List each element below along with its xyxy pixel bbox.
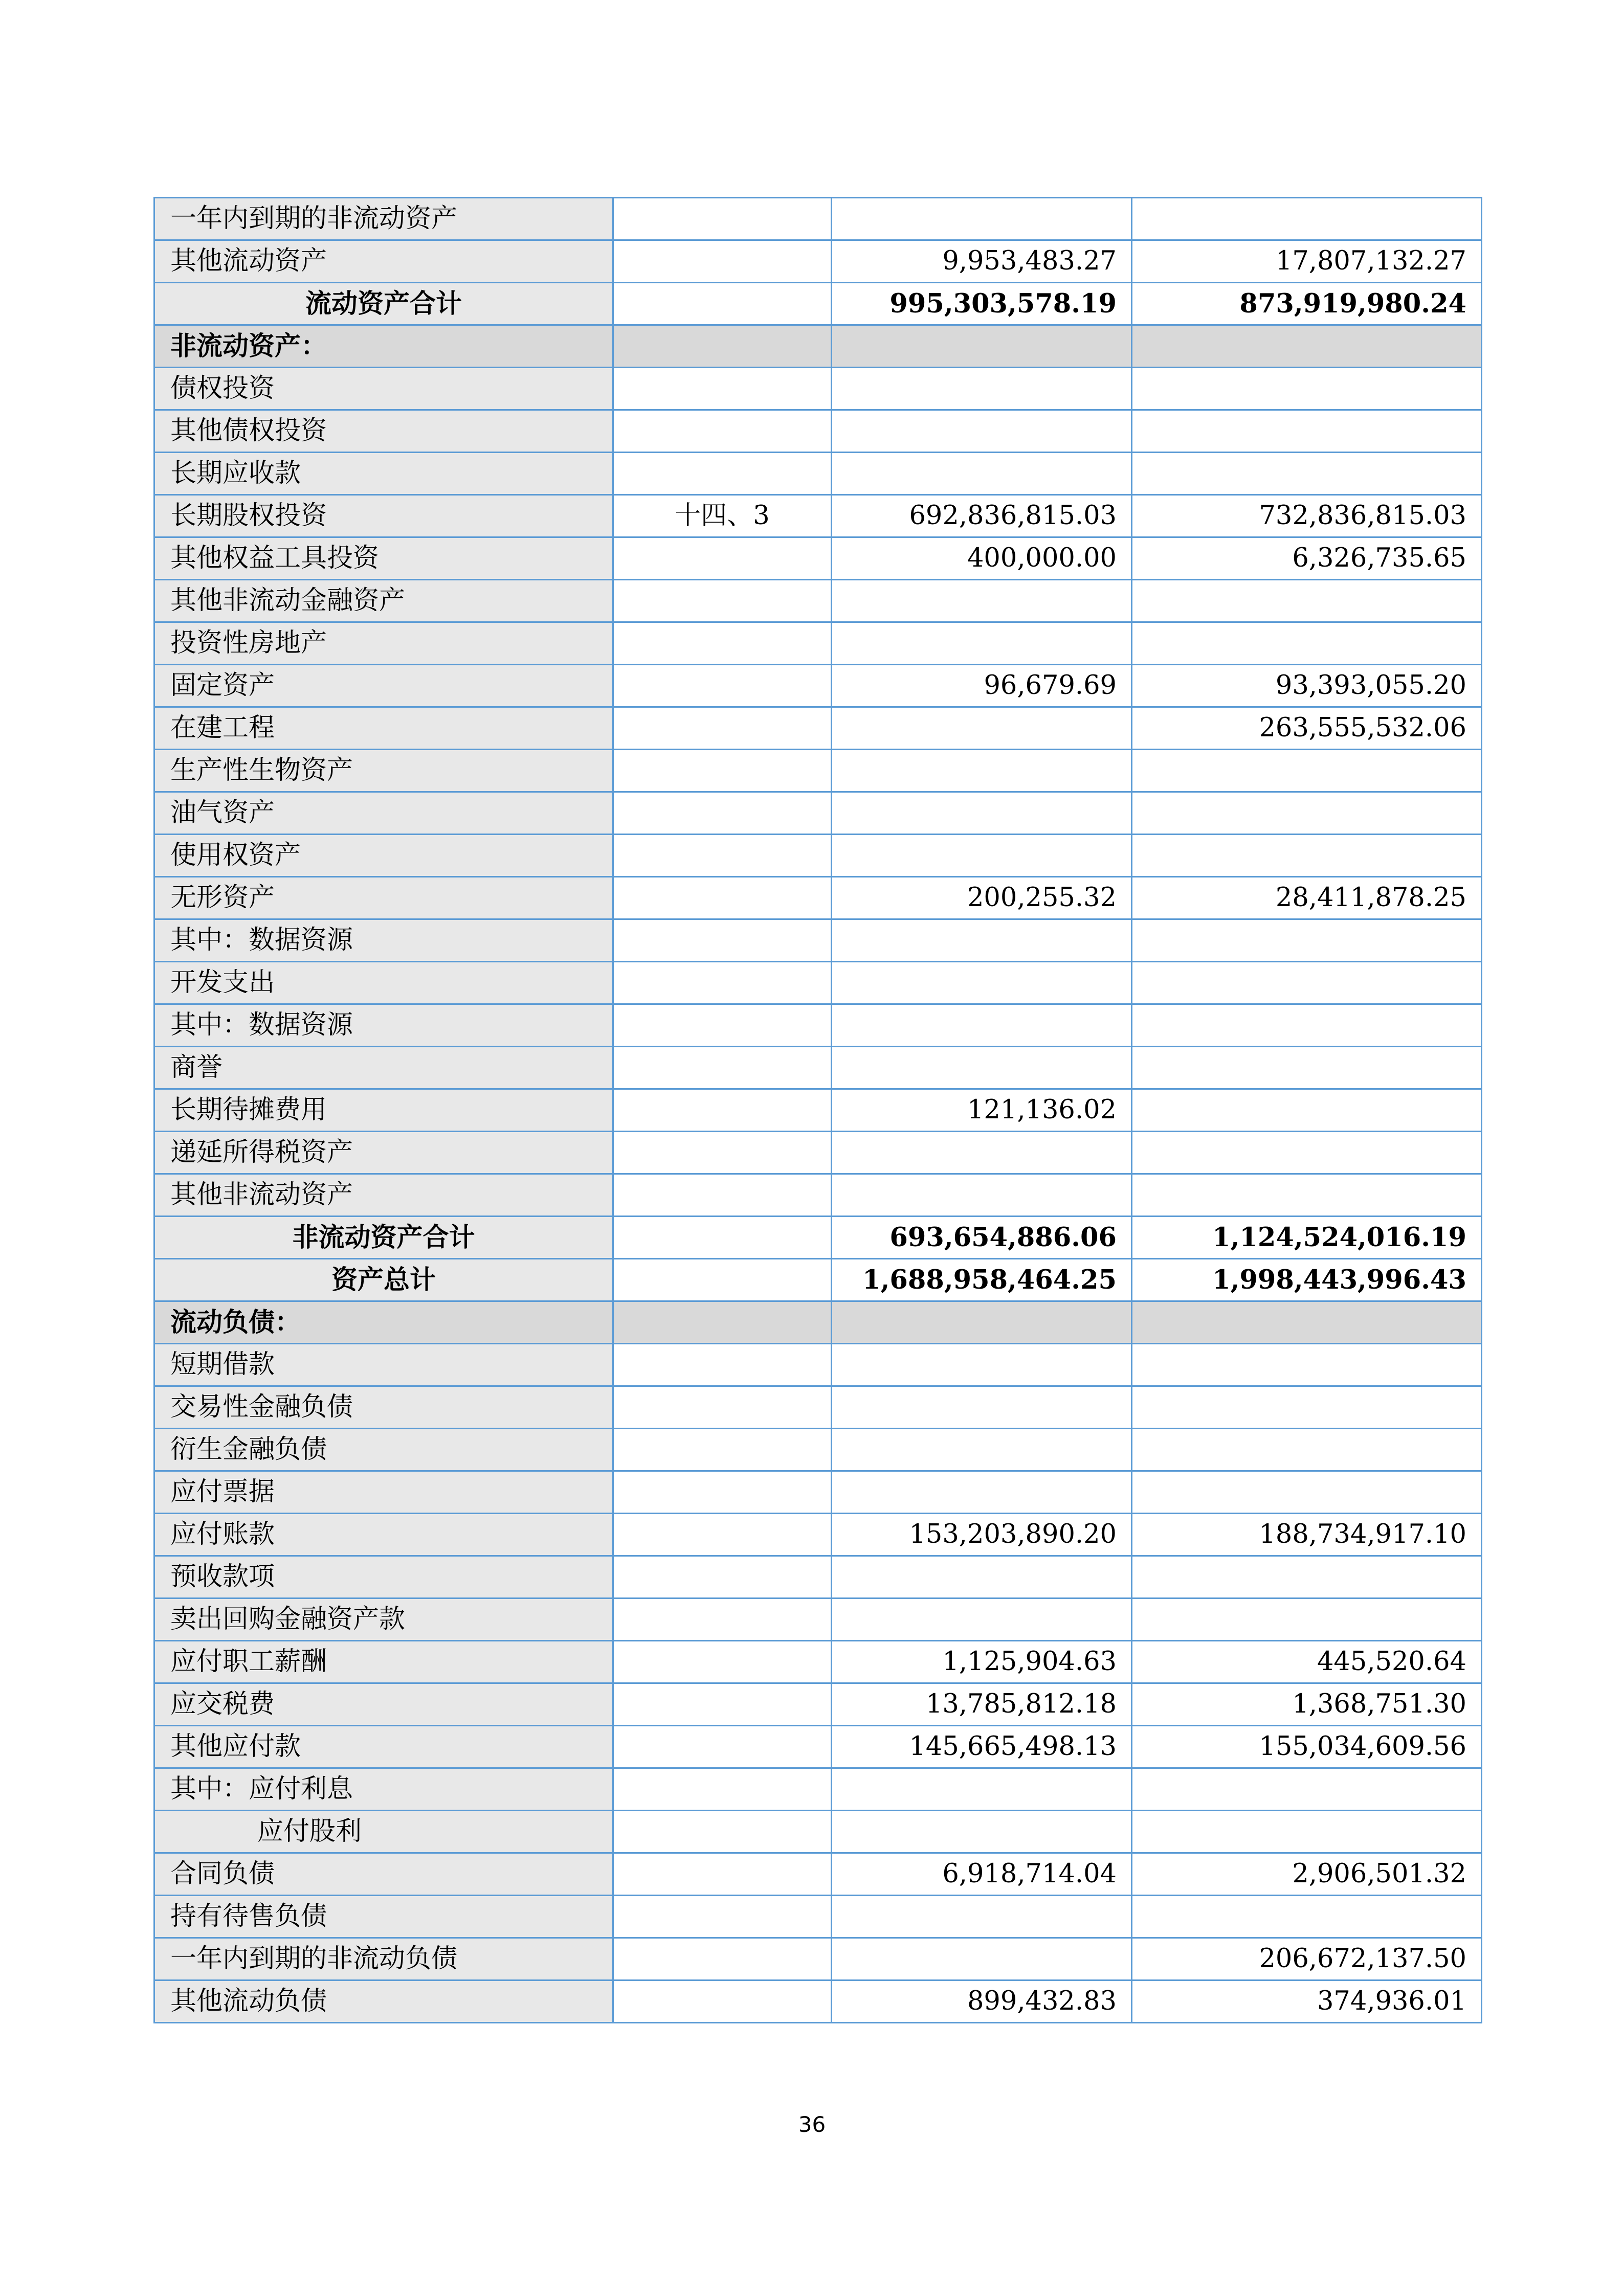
item-label: 应付股利 [154, 1811, 613, 1853]
note-cell [613, 792, 832, 835]
note-cell [613, 1980, 832, 2023]
previous-period-value [1132, 453, 1482, 495]
current-period-value [832, 410, 1132, 453]
current-period-value [832, 1047, 1132, 1089]
previous-period-value [1132, 962, 1482, 1004]
table-row [154, 537, 1482, 580]
current-period-value: 1,125,904.63 [832, 1641, 1132, 1683]
previous-period-value: 28,411,878.25 [1132, 877, 1482, 919]
item-label: 其他权益工具投资 [154, 537, 613, 580]
item-label: 应交税费 [154, 1683, 613, 1726]
current-period-value: 400,000.00 [832, 537, 1132, 580]
note-cell [613, 453, 832, 495]
current-period-value [832, 1132, 1132, 1174]
previous-period-value [1132, 410, 1482, 453]
item-label: 其他流动负债 [154, 1980, 613, 2023]
table-row [154, 410, 1482, 453]
current-period-value [832, 1556, 1132, 1599]
current-period-value: 995,303,578.19 [832, 283, 1132, 325]
current-period-value: 13,785,812.18 [832, 1683, 1132, 1726]
table-row [154, 198, 1482, 240]
table-row [154, 1004, 1482, 1047]
note-cell [613, 1004, 832, 1047]
item-label: 持有待售负债 [154, 1896, 613, 1938]
note-cell [613, 283, 832, 325]
previous-period-value [1132, 1047, 1482, 1089]
previous-period-value: 445,520.64 [1132, 1641, 1482, 1683]
note-cell [613, 1429, 832, 1471]
item-label: 油气资产 [154, 792, 613, 835]
note-cell [613, 1047, 832, 1089]
table-row [154, 1514, 1482, 1556]
current-period-value [832, 1429, 1132, 1471]
previous-period-value [1132, 1599, 1482, 1641]
item-label: 短期借款 [154, 1344, 613, 1386]
note-cell [613, 580, 832, 622]
note-cell [613, 665, 832, 707]
previous-period-value [1132, 1132, 1482, 1174]
note-cell [613, 1344, 832, 1386]
note-cell: 十四、3 [613, 495, 832, 537]
note-cell [613, 1556, 832, 1599]
current-period-value [832, 835, 1132, 877]
table-row [154, 707, 1482, 750]
item-label: 流动负债： [154, 1301, 613, 1344]
current-period-value [832, 1768, 1132, 1811]
table-row [154, 1429, 1482, 1471]
current-period-value [832, 580, 1132, 622]
previous-period-value [1132, 1089, 1482, 1132]
table-row [154, 665, 1482, 707]
current-period-value [832, 707, 1132, 750]
current-period-value [832, 792, 1132, 835]
item-label: 长期待摊费用 [154, 1089, 613, 1132]
note-cell [613, 919, 832, 962]
current-period-value: 200,255.32 [832, 877, 1132, 919]
current-period-value [832, 750, 1132, 792]
previous-period-value [1132, 1811, 1482, 1853]
item-label: 资产总计 [154, 1259, 613, 1301]
item-label: 固定资产 [154, 665, 613, 707]
item-label: 其他流动资产 [154, 240, 613, 283]
table-row [154, 1980, 1482, 2023]
current-period-value [832, 1938, 1132, 1980]
table-row [154, 1683, 1482, 1726]
table-row [154, 1471, 1482, 1514]
table-row [154, 1641, 1482, 1683]
item-label: 其他应付款 [154, 1726, 613, 1768]
item-label: 生产性生物资产 [154, 750, 613, 792]
item-label: 开发支出 [154, 962, 613, 1004]
note-cell [613, 1174, 832, 1217]
item-label: 在建工程 [154, 707, 613, 750]
item-label: 交易性金融负债 [154, 1386, 613, 1429]
previous-period-value: 93,393,055.20 [1132, 665, 1482, 707]
note-cell [613, 1217, 832, 1259]
table-row [154, 1726, 1482, 1768]
previous-period-value [1132, 919, 1482, 962]
previous-period-value [1132, 1386, 1482, 1429]
note-cell [613, 368, 832, 410]
table-row [154, 1556, 1482, 1599]
current-period-value: 145,665,498.13 [832, 1726, 1132, 1768]
previous-period-value: 17,807,132.27 [1132, 240, 1482, 283]
note-cell [613, 1599, 832, 1641]
current-period-value [832, 1896, 1132, 1938]
table-row [154, 1089, 1482, 1132]
item-label: 其他非流动金融资产 [154, 580, 613, 622]
note-cell [613, 325, 832, 368]
note-cell [613, 1683, 832, 1726]
table-row [154, 1344, 1482, 1386]
current-period-value: 96,679.69 [832, 665, 1132, 707]
current-period-value [832, 368, 1132, 410]
item-label: 长期股权投资 [154, 495, 613, 537]
item-label: 投资性房地产 [154, 622, 613, 665]
item-label: 长期应收款 [154, 453, 613, 495]
item-label: 其中：数据资源 [154, 919, 613, 962]
item-label: 合同负债 [154, 1853, 613, 1896]
current-period-value: 6,918,714.04 [832, 1853, 1132, 1896]
current-period-value [832, 919, 1132, 962]
previous-period-value: 2,906,501.32 [1132, 1853, 1482, 1896]
current-period-value: 153,203,890.20 [832, 1514, 1132, 1556]
note-cell [613, 1853, 832, 1896]
table-row [154, 1896, 1482, 1938]
table-row [154, 877, 1482, 919]
item-label: 应付账款 [154, 1514, 613, 1556]
note-cell [613, 750, 832, 792]
current-period-value [832, 1386, 1132, 1429]
previous-period-value: 732,836,815.03 [1132, 495, 1482, 537]
item-label: 递延所得税资产 [154, 1132, 613, 1174]
previous-period-value [1132, 1556, 1482, 1599]
current-period-value: 121,136.02 [832, 1089, 1132, 1132]
note-cell [613, 1896, 832, 1938]
table-row [154, 368, 1482, 410]
current-period-value: 9,953,483.27 [832, 240, 1132, 283]
current-period-value: 692,836,815.03 [832, 495, 1132, 537]
table-row [154, 1853, 1482, 1896]
current-period-value [832, 1344, 1132, 1386]
current-period-value: 693,654,886.06 [832, 1217, 1132, 1259]
current-period-value [832, 1301, 1132, 1344]
table-row [154, 1599, 1482, 1641]
previous-period-value: 206,672,137.50 [1132, 1938, 1482, 1980]
note-cell [613, 1089, 832, 1132]
previous-period-value [1132, 1896, 1482, 1938]
item-label: 债权投资 [154, 368, 613, 410]
current-period-value [832, 962, 1132, 1004]
previous-period-value [1132, 580, 1482, 622]
previous-period-value: 188,734,917.10 [1132, 1514, 1482, 1556]
previous-period-value [1132, 835, 1482, 877]
balance-sheet-body [154, 198, 1482, 2023]
previous-period-value: 6,326,735.65 [1132, 537, 1482, 580]
table-row [154, 919, 1482, 962]
item-label: 应付票据 [154, 1471, 613, 1514]
table-row [154, 495, 1482, 537]
subtotal-row [154, 1259, 1482, 1301]
previous-period-value [1132, 1004, 1482, 1047]
note-cell [613, 1726, 832, 1768]
balance-sheet-table [153, 197, 1482, 2023]
note-cell [613, 1471, 832, 1514]
item-label: 使用权资产 [154, 835, 613, 877]
previous-period-value [1132, 1768, 1482, 1811]
note-cell [613, 707, 832, 750]
item-label: 流动资产合计 [154, 283, 613, 325]
previous-period-value: 1,368,751.30 [1132, 1683, 1482, 1726]
table-row [154, 750, 1482, 792]
previous-period-value: 1,124,524,016.19 [1132, 1217, 1482, 1259]
item-label: 非流动资产合计 [154, 1217, 613, 1259]
item-label: 一年内到期的非流动资产 [154, 198, 613, 240]
subtotal-row [154, 1217, 1482, 1259]
previous-period-value [1132, 1429, 1482, 1471]
note-cell [613, 835, 832, 877]
item-label: 其他非流动资产 [154, 1174, 613, 1217]
note-cell [613, 1514, 832, 1556]
subtotal-row [154, 283, 1482, 325]
previous-period-value [1132, 1471, 1482, 1514]
table-row [154, 1811, 1482, 1853]
note-cell [613, 1811, 832, 1853]
table-row [154, 1386, 1482, 1429]
note-cell [613, 1386, 832, 1429]
current-period-value [832, 1004, 1132, 1047]
note-cell [613, 1938, 832, 1980]
note-cell [613, 1768, 832, 1811]
table-row [154, 1174, 1482, 1217]
previous-period-value [1132, 750, 1482, 792]
previous-period-value [1132, 198, 1482, 240]
table-row [154, 835, 1482, 877]
current-period-value [832, 1599, 1132, 1641]
item-label: 非流动资产： [154, 325, 613, 368]
current-period-value [832, 622, 1132, 665]
item-label: 一年内到期的非流动负债 [154, 1938, 613, 1980]
current-period-value [832, 198, 1132, 240]
table-row [154, 792, 1482, 835]
previous-period-value: 873,919,980.24 [1132, 283, 1482, 325]
note-cell [613, 877, 832, 919]
note-cell [613, 410, 832, 453]
note-cell [613, 1301, 832, 1344]
table-row [154, 622, 1482, 665]
table-row [154, 1938, 1482, 1980]
previous-period-value [1132, 792, 1482, 835]
table-row [154, 962, 1482, 1004]
item-label: 其他债权投资 [154, 410, 613, 453]
previous-period-value: 374,936.01 [1132, 1980, 1482, 2023]
current-period-value [832, 1811, 1132, 1853]
item-label: 预收款项 [154, 1556, 613, 1599]
item-label: 无形资产 [154, 877, 613, 919]
item-label: 卖出回购金融资产款 [154, 1599, 613, 1641]
item-label: 其中：数据资源 [154, 1004, 613, 1047]
note-cell [613, 240, 832, 283]
previous-period-value [1132, 368, 1482, 410]
table-row [154, 1047, 1482, 1089]
item-label: 衍生金融负债 [154, 1429, 613, 1471]
item-label: 其中：应付利息 [154, 1768, 613, 1811]
table-row [154, 1132, 1482, 1174]
previous-period-value [1132, 325, 1482, 368]
note-cell [613, 1641, 832, 1683]
current-period-value [832, 325, 1132, 368]
note-cell [613, 198, 832, 240]
previous-period-value: 263,555,532.06 [1132, 707, 1482, 750]
current-period-value: 899,432.83 [832, 1980, 1132, 2023]
previous-period-value [1132, 1174, 1482, 1217]
page-number: 36 [798, 2112, 826, 2137]
current-period-value [832, 1471, 1132, 1514]
item-label: 商誉 [154, 1047, 613, 1089]
section-header-row [154, 1301, 1482, 1344]
note-cell [613, 1259, 832, 1301]
note-cell [613, 1132, 832, 1174]
table-row [154, 453, 1482, 495]
previous-period-value [1132, 1301, 1482, 1344]
current-period-value [832, 453, 1132, 495]
previous-period-value [1132, 1344, 1482, 1386]
table-row [154, 240, 1482, 283]
current-period-value [832, 1174, 1132, 1217]
note-cell [613, 537, 832, 580]
current-period-value: 1,688,958,464.25 [832, 1259, 1132, 1301]
previous-period-value [1132, 622, 1482, 665]
note-cell [613, 622, 832, 665]
previous-period-value: 155,034,609.56 [1132, 1726, 1482, 1768]
section-header-row [154, 325, 1482, 368]
table-row [154, 580, 1482, 622]
note-cell [613, 962, 832, 1004]
table-row [154, 1768, 1482, 1811]
item-label: 应付职工薪酬 [154, 1641, 613, 1683]
previous-period-value: 1,998,443,996.43 [1132, 1259, 1482, 1301]
